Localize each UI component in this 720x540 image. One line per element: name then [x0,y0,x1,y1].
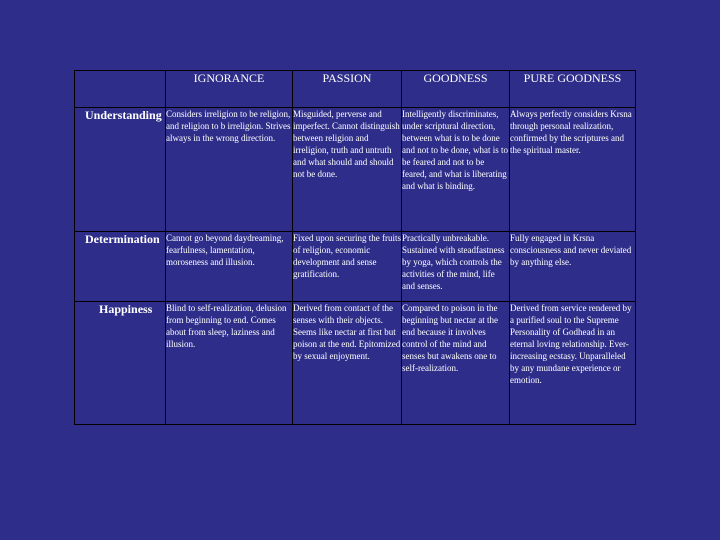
cell-happiness-passion: Derived from contact of the senses with their objects. Seems like nectar at first but poison at the end. Epitomized by sexual enjoyment. [293,302,402,425]
header-row [75,71,636,108]
column-header-goodness: GOODNESS [402,71,510,108]
table-row-understanding [75,108,636,232]
cell-determination-ignorance: Cannot go beyond daydreaming, fearfulness, lamentation, moroseness and illusion. [166,232,293,302]
corner-cell [75,71,166,108]
cell-happiness-goodness: Compared to poison in the beginning but nectar at the end because it involves control of the mind and senses but awakens one to self-realization. [402,302,510,425]
cell-determination-passion: Fixed upon securing the fruits of religion, economic development and sense gratification. [293,232,402,302]
row-header-determination: Determination [85,232,160,246]
cell-understanding-ignorance: Considers irreligion to be religion, and religion to b irreligion. Strives always in the wrong direction. [166,108,293,232]
modes-of-nature-table [74,70,636,425]
cell-understanding-pure-goodness: Always perfectly considers Krsna through personal realization, confirmed by the scriptures and the spiritual master. [510,108,636,232]
row-header-understanding: Understanding [85,108,162,122]
column-header-passion: PASSION [293,71,402,108]
column-header-ignorance: IGNORANCE [166,71,293,108]
row-header-happiness: Happiness [99,302,153,316]
cell-happiness-pure-goodness: Derived from service rendered by a purified soul to the Supreme Personality of Godhead in an eternal loving relationship. Ever-increasing ecstasy. Unparalleled by any mundane experience or emotion. [510,302,636,425]
cell-understanding-passion: Misguided, perverse and imperfect. Cannot distinguish between religion and irreligion, truth and untruth and what should and should not be done. [293,108,402,232]
cell-determination-pure-goodness: Fully engaged in Krsna consciousness and never deviated by anything else. [510,232,636,302]
row-header-cell [75,108,166,232]
cell-happiness-ignorance: Blind to self-realization, delusion from beginning to end. Comes about from sleep, laziness and illusion. [166,302,293,425]
table-row-determination [75,232,636,302]
cell-determination-goodness: Practically unbreakable. Sustained with steadfastness by yoga, which controls the activities of the mind, life and senses. [402,232,510,302]
column-header-pure-goodness: PURE GOODNESS [510,71,636,108]
table-row-happiness [75,302,636,425]
row-header-cell [75,232,166,302]
cell-understanding-goodness: Intelligently discriminates, under scriptural direction, between what is to be done and not to be done, what is to be feared and not to be feared, and what is liberating and what is binding. [402,108,510,232]
row-header-cell [75,302,166,425]
